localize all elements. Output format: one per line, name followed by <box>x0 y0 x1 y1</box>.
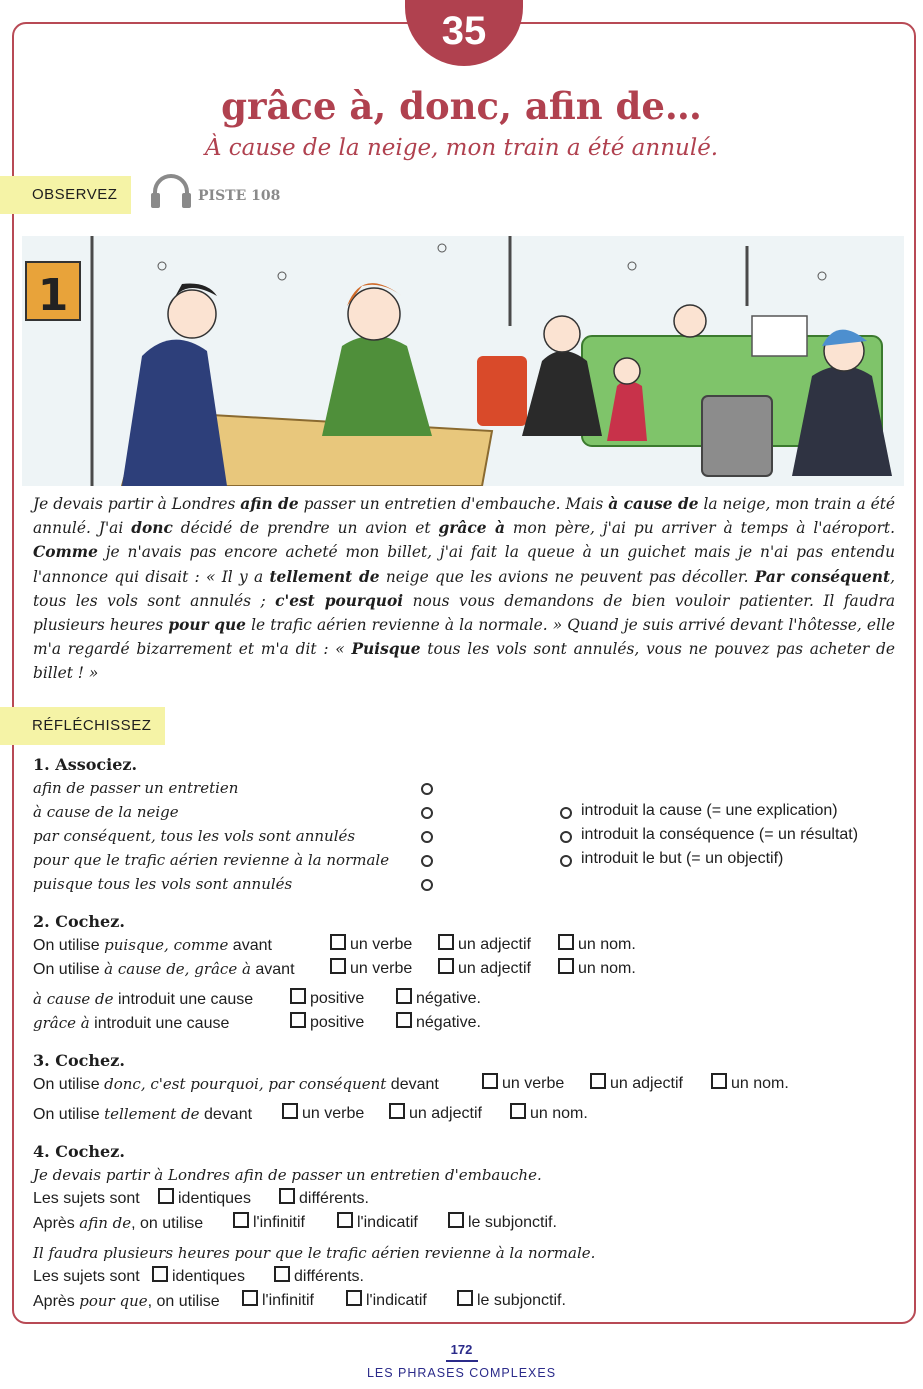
q2-row1-label: On utilise puisque, comme avant <box>33 936 272 954</box>
lesson-title: grâce à, donc, afin de… <box>221 84 702 128</box>
q2-r4-negative[interactable]: négative. <box>396 1012 481 1032</box>
checkbox[interactable] <box>510 1103 526 1119</box>
q3-title: 3. Cochez. <box>33 1051 125 1070</box>
piste-label: PISTE 108 <box>198 188 281 204</box>
q1-right-2: introduit la conséquence (= un résultat) <box>581 826 859 843</box>
q2-r1-nom[interactable]: un nom. <box>558 934 636 954</box>
q4-2-indicatif[interactable]: l'indicatif <box>346 1290 427 1310</box>
q4-1-indicatif[interactable]: l'indicatif <box>337 1212 418 1232</box>
q3-r2-verbe[interactable]: un verbe <box>282 1103 364 1123</box>
q2-row3-label: à cause de introduit une cause <box>33 990 254 1008</box>
q4-1-infinitif[interactable]: l'infinitif <box>233 1212 305 1232</box>
lesson-subtitle: À cause de la neige, mon train a été annulé. <box>204 135 719 161</box>
q3-r1-adjectif[interactable]: un adjectif <box>590 1073 683 1093</box>
q2-r3-negative[interactable]: négative. <box>396 988 481 1008</box>
q3-row1-label: On utilise donc, c'est pourquoi, par conséquent devant <box>33 1075 439 1093</box>
match-dot-left-4[interactable] <box>421 855 433 867</box>
q1-right-1: introduit la cause (= une explication) <box>581 802 838 819</box>
checkbox[interactable] <box>330 958 346 974</box>
checkbox[interactable] <box>711 1073 727 1089</box>
match-dot-right-1[interactable] <box>560 807 572 819</box>
checkbox[interactable] <box>438 958 454 974</box>
q4-1-subjonctif[interactable]: le subjonctif. <box>448 1212 557 1232</box>
match-dot-right-2[interactable] <box>560 831 572 843</box>
q1-left-1: afin de passer un entretien <box>33 779 239 797</box>
q2-r2-verbe[interactable]: un verbe <box>330 958 412 978</box>
q2-r3-positive[interactable]: positive <box>290 988 364 1008</box>
checkbox[interactable] <box>282 1103 298 1119</box>
q2-title: 2. Cochez. <box>33 912 125 931</box>
checkbox[interactable] <box>337 1212 353 1228</box>
checkbox[interactable] <box>396 1012 412 1028</box>
checkbox[interactable] <box>389 1103 405 1119</box>
q3-row2-label: On utilise tellement de devant <box>33 1105 253 1123</box>
checkbox[interactable] <box>558 958 574 974</box>
q2-r4-positive[interactable]: positive <box>290 1012 364 1032</box>
q1-left-2: à cause de la neige <box>33 803 179 821</box>
q4-apres-label-2: Après pour que, on utilise <box>33 1292 220 1310</box>
checkbox[interactable] <box>457 1290 473 1306</box>
match-dot-left-5[interactable] <box>421 879 433 891</box>
q4-sujets-label-1: Les sujets sont <box>33 1190 140 1207</box>
q1-left-4: pour que le trafic aérien revienne à la normale <box>33 851 390 869</box>
q4-2-identiques[interactable]: identiques <box>152 1266 245 1286</box>
q1-title: 1. Associez. <box>33 755 138 774</box>
checkbox[interactable] <box>152 1266 168 1282</box>
checkbox[interactable] <box>279 1188 295 1204</box>
q4-2-subjonctif[interactable]: le subjonctif. <box>457 1290 566 1310</box>
q4-1-identiques[interactable]: identiques <box>158 1188 251 1208</box>
story-text: Je devais partir à Londres afin de passer un entretien d'embauche. Mais à cause de la neige, mon train a été annulé. J'ai donc décidé de prendre un avion et grâce à mon père, j'ai pu arriver à temps à l'aéroport. Comme je n'avais pas encore acheté mon billet, j'ai fait la queue à un guichet mais je n'ai pas entendu l'annonce qui disait : « Il y a tellement de neige que les avions ne peuvent pas décoller. Par conséquent, tous les vols sont annulés ; c'est pourquoi nous vous demandons de bien vouloir patienter. Il faudra plusieurs heures pour que le trafic aérien revienne à la normale. » Quand je suis arrivé devant l'hôtesse, elle m'a regardé bizarrement et m'a dit : « Puisque tous les vols sont annulés, vous ne pouvez pas acheter de billet ! » <box>33 495 896 683</box>
reflechissez-label: RÉFLÉCHISSEZ <box>0 707 165 745</box>
checkbox[interactable] <box>274 1266 290 1282</box>
q4-1-differents[interactable]: différents. <box>279 1188 369 1208</box>
q3-r1-nom[interactable]: un nom. <box>711 1073 789 1093</box>
match-dot-left-1[interactable] <box>421 783 433 795</box>
q1-right-3: introduit le but (= un objectif) <box>581 850 784 867</box>
q4-sujets-label-2: Les sujets sont <box>33 1268 140 1285</box>
q2-row2-label: On utilise à cause de, grâce à avant <box>33 960 295 978</box>
q4-2-differents[interactable]: différents. <box>274 1266 364 1286</box>
match-dot-right-3[interactable] <box>560 855 572 867</box>
q2-r2-adjectif[interactable]: un adjectif <box>438 958 531 978</box>
q2-row4-label: grâce à introduit une cause <box>33 1014 230 1032</box>
checkbox[interactable] <box>590 1073 606 1089</box>
q4-title: 4. Cochez. <box>33 1142 125 1161</box>
checkbox[interactable] <box>290 988 306 1004</box>
q1-left-5: puisque tous les vols sont annulés <box>33 875 293 893</box>
platform-number: 1 <box>37 270 69 321</box>
checkbox[interactable] <box>290 1012 306 1028</box>
q2-r2-nom[interactable]: un nom. <box>558 958 636 978</box>
q4-example-2: Il faudra plusieurs heures pour que le trafic aérien revienne à la normale. <box>33 1244 596 1262</box>
checkbox[interactable] <box>482 1073 498 1089</box>
q2-r1-verbe[interactable]: un verbe <box>330 934 412 954</box>
checkbox[interactable] <box>558 934 574 950</box>
footer-section: LES PHRASES COMPLEXES <box>366 1366 557 1380</box>
q4-apres-label-1: Après afin de, on utilise <box>33 1214 204 1232</box>
observez-label: OBSERVEZ <box>0 176 131 214</box>
q4-example-1: Je devais partir à Londres afin de passer un entretien d'embauche. <box>33 1166 542 1184</box>
headphones-icon <box>150 172 192 210</box>
checkbox[interactable] <box>330 934 346 950</box>
lesson-number-badge: 35 <box>405 0 523 66</box>
audio-track[interactable] <box>150 172 281 212</box>
checkbox[interactable] <box>242 1290 258 1306</box>
checkbox[interactable] <box>448 1212 464 1228</box>
q1-left-3: par conséquent, tous les vols sont annulés <box>33 827 356 845</box>
q3-r2-nom[interactable]: un nom. <box>510 1103 588 1123</box>
match-dot-left-2[interactable] <box>421 807 433 819</box>
station-illustration <box>22 236 904 486</box>
q4-2-infinitif[interactable]: l'infinitif <box>242 1290 314 1310</box>
checkbox[interactable] <box>396 988 412 1004</box>
checkbox[interactable] <box>233 1212 249 1228</box>
checkbox[interactable] <box>158 1188 174 1204</box>
footer-divider <box>446 1360 478 1362</box>
q3-r1-verbe[interactable]: un verbe <box>482 1073 564 1093</box>
checkbox[interactable] <box>346 1290 362 1306</box>
page-number: 172 <box>450 1342 473 1357</box>
q2-r1-adjectif[interactable]: un adjectif <box>438 934 531 954</box>
match-dot-left-3[interactable] <box>421 831 433 843</box>
q3-r2-adjectif[interactable]: un adjectif <box>389 1103 482 1123</box>
checkbox[interactable] <box>438 934 454 950</box>
